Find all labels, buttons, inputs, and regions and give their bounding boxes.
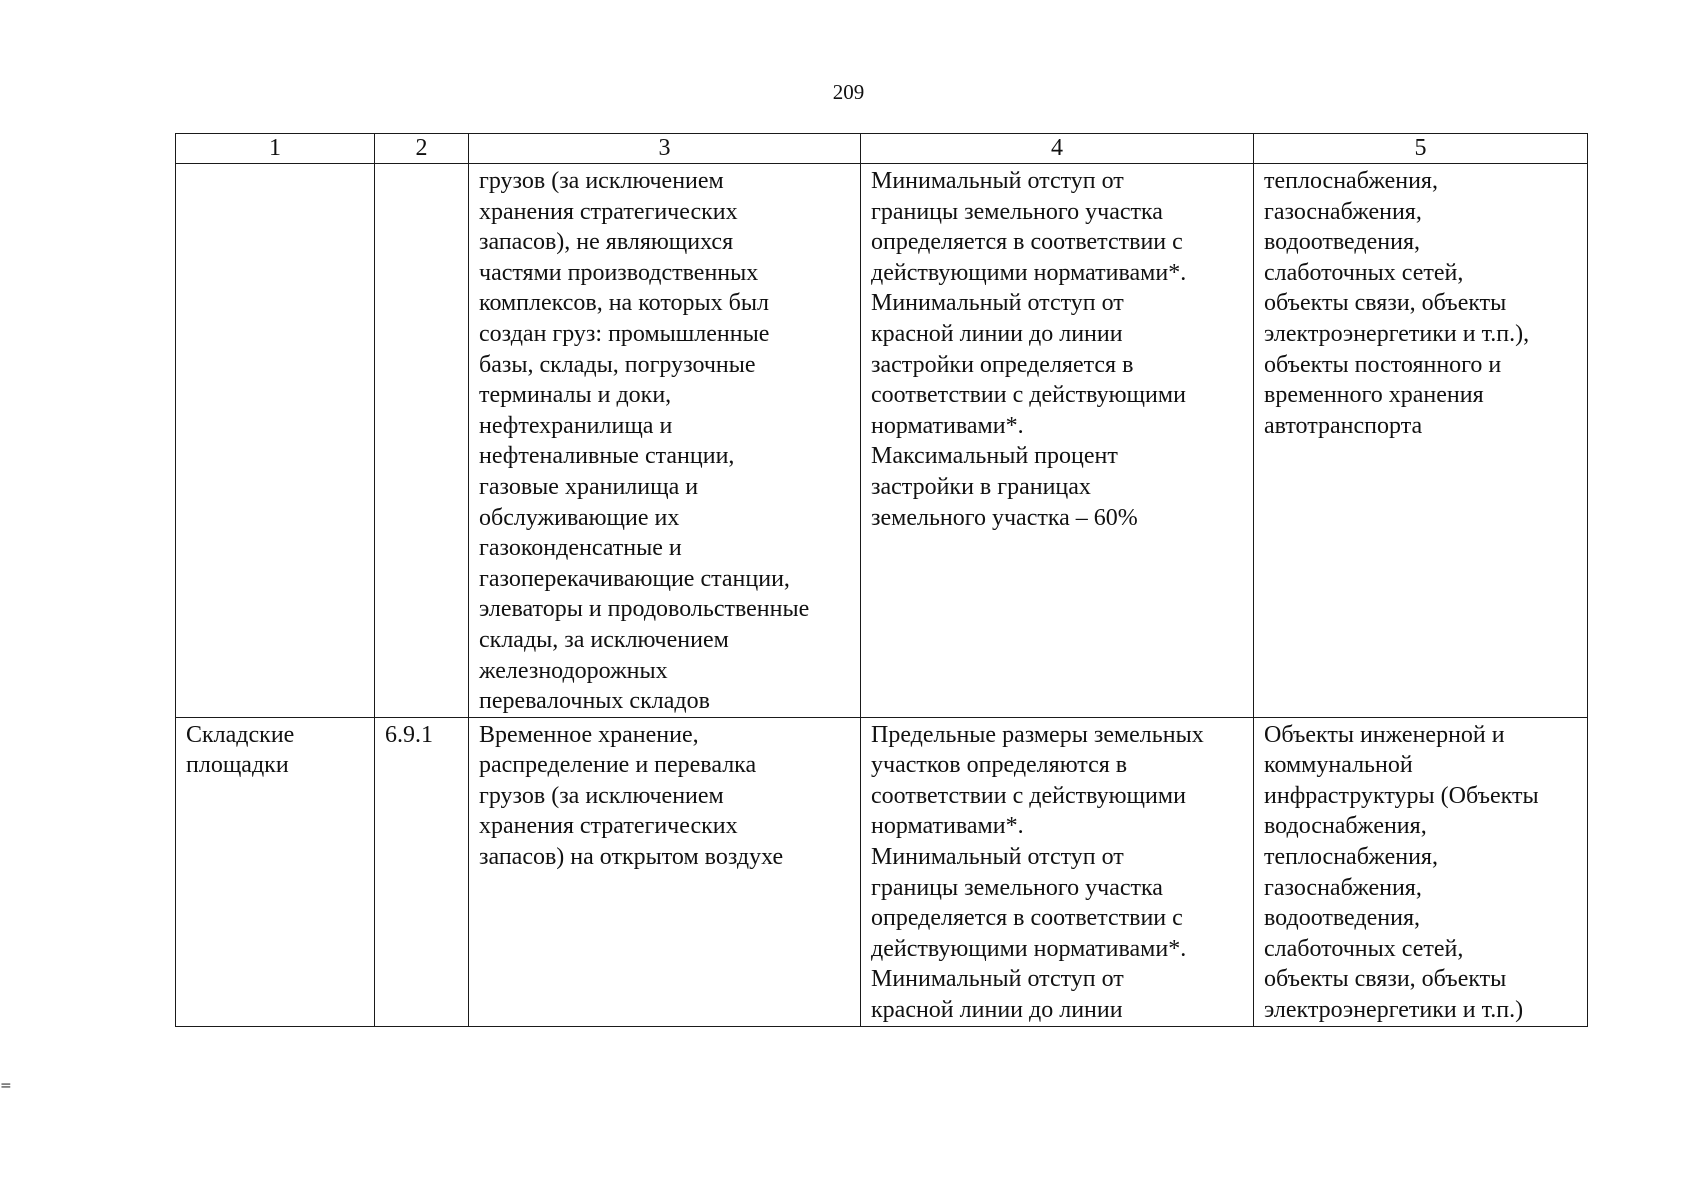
cell-text-line: границы земельного участка xyxy=(871,874,1163,901)
cell-text-line: Минимальный отступ от xyxy=(871,168,1124,194)
cell-text-line: грузов (за исключением xyxy=(479,168,724,194)
cell-text-line: действующими нормативами*. xyxy=(871,935,1187,962)
cell-text-line: создан груз: промышленные xyxy=(479,320,770,347)
cell-text-line: объекты связи, объекты xyxy=(1264,290,1507,317)
cell-text-line: водоснабжения, xyxy=(1264,813,1427,840)
cell-text-line: объекты связи, объекты xyxy=(1264,966,1507,993)
cell-text-line: перевалочных складов xyxy=(479,688,710,715)
cell-text-line: автотранспорта xyxy=(1264,412,1423,439)
cell-text-line: склады, за исключением xyxy=(479,626,729,653)
cell-auxiliary-uses xyxy=(1254,717,1588,1026)
cell-parameters xyxy=(861,717,1254,1026)
cell-text-line: определяется в соответствии с xyxy=(871,229,1183,256)
cell-code xyxy=(375,717,469,1026)
land-use-table xyxy=(175,133,1588,1027)
cell-text-line: распределение и перевалка xyxy=(479,752,757,779)
cell-text-line: действующими нормативами*. xyxy=(871,259,1187,286)
cell-text-line: теплоснабжения, xyxy=(1264,844,1438,871)
cell-text-line: слаботочных сетей, xyxy=(1264,935,1464,962)
cell-text-line: соответствии с действующими xyxy=(871,782,1186,809)
cell-text-line: Объекты инженерной и xyxy=(1264,721,1505,748)
cell-text-line: границы земельного участка xyxy=(871,198,1163,225)
header-col-1: 1 xyxy=(176,134,375,164)
cell-text-line: газоснабжения, xyxy=(1264,198,1422,225)
cell-text-line: Временное хранение, xyxy=(479,721,699,748)
cell-text-line: временного хранения xyxy=(1264,382,1484,409)
cell-text-line: красной линии до линии xyxy=(871,997,1123,1024)
cell-text-line: газовые хранилища и xyxy=(479,473,699,500)
cell-text-line: Минимальный отступ от xyxy=(871,290,1124,317)
cell-text-line: земельного участка – 60% xyxy=(871,504,1138,531)
cell-text-line: нормативами*. xyxy=(871,813,1024,840)
header-col-2: 2 xyxy=(375,134,469,164)
cell-auxiliary-uses xyxy=(1254,164,1588,718)
cell-text-line: коммунальной xyxy=(1264,752,1413,779)
cell-text-line: электроэнергетики и т.п.), xyxy=(1264,320,1530,347)
cell-text-line: соответствии с действующими xyxy=(871,382,1186,409)
cell-text-line: обслуживающие их xyxy=(479,504,680,531)
table-row xyxy=(176,717,1588,1026)
cell-text-line: слаботочных сетей, xyxy=(1264,259,1464,286)
cell-text-line: газоконденсатные и xyxy=(479,535,682,562)
cell-text-line: терминалы и доки, xyxy=(479,382,672,409)
scan-margin-mark: = xyxy=(0,1078,12,1094)
cell-text-line: хранения стратегических xyxy=(479,813,738,840)
cell-text-line: комплексов, на которых был xyxy=(479,290,769,317)
cell-text-line: нефтехранилища и xyxy=(479,412,673,439)
cell-text-line: площадки xyxy=(186,752,289,779)
cell-text-line: 6.9.1 xyxy=(385,721,433,748)
cell-text-line: определяется в соответствии с xyxy=(871,905,1183,932)
cell-text-line: нефтеналивные станции, xyxy=(479,443,735,470)
cell-text-line: железнодорожных xyxy=(479,657,668,684)
cell-text-line: Минимальный отступ от xyxy=(871,844,1124,871)
cell-text-line: Предельные размеры земельных xyxy=(871,721,1204,748)
cell-land-use-type xyxy=(176,164,375,718)
cell-text-line: элеваторы и продовольственные xyxy=(479,596,810,623)
header-col-4: 4 xyxy=(861,134,1254,164)
cell-parameters xyxy=(861,164,1254,718)
page-number: 209 xyxy=(832,80,865,104)
cell-code xyxy=(375,164,469,718)
cell-text-line: участков определяются в xyxy=(871,752,1128,779)
cell-text-line: грузов (за исключением xyxy=(479,782,724,809)
cell-text-line: объекты постоянного и xyxy=(1264,351,1502,378)
cell-text-line: электроэнергетики и т.п.) xyxy=(1264,997,1524,1024)
table-header-row xyxy=(176,134,1588,164)
cell-text-line: нормативами*. xyxy=(871,412,1024,439)
cell-text-line: водоотведения, xyxy=(1264,905,1420,932)
table-row xyxy=(176,164,1588,718)
cell-text-line: застройки в границах xyxy=(871,473,1091,500)
cell-text-line: газоперекачивающие станции, xyxy=(479,565,790,592)
cell-text-line: застройки определяется в xyxy=(871,351,1134,378)
cell-text-line: красной линии до линии xyxy=(871,320,1123,347)
cell-description xyxy=(469,717,861,1026)
cell-text-line: запасов) на открытом воздухе xyxy=(479,844,784,871)
cell-text-line: частями производственных xyxy=(479,259,759,286)
cell-text-line: газоснабжения, xyxy=(1264,874,1422,901)
cell-text-line: Складские xyxy=(186,721,295,748)
cell-text-line: запасов), не являющихся xyxy=(479,229,734,256)
cell-text-line: теплоснабжения, xyxy=(1264,168,1438,194)
cell-text-line: хранения стратегических xyxy=(479,198,738,225)
cell-text-line: Минимальный отступ от xyxy=(871,966,1124,993)
header-col-5: 5 xyxy=(1254,134,1588,164)
header-col-3: 3 xyxy=(469,134,861,164)
cell-description xyxy=(469,164,861,718)
cell-text-line: водоотведения, xyxy=(1264,229,1420,256)
cell-text-line: инфраструктуры (Объекты xyxy=(1264,782,1539,809)
cell-text-line: Максимальный процент xyxy=(871,443,1118,470)
cell-text-line: базы, склады, погрузочные xyxy=(479,351,756,378)
cell-land-use-type xyxy=(176,717,375,1026)
